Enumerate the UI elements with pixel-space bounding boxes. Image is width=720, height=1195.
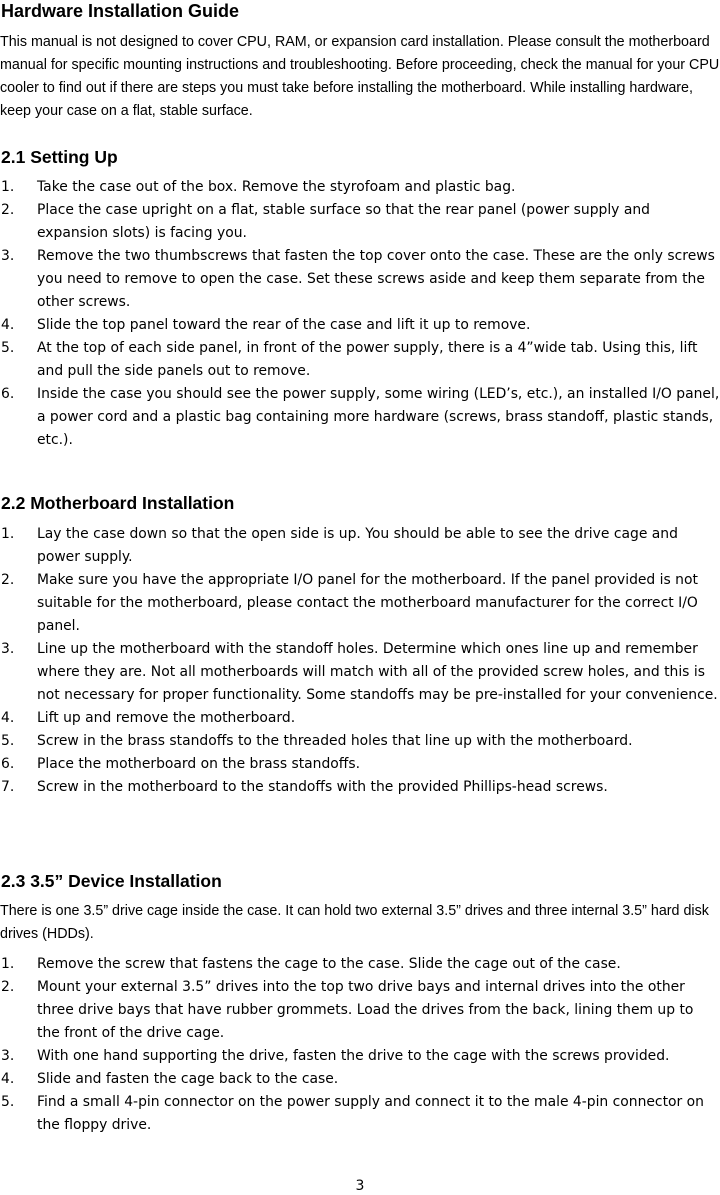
setting-up-steps [0,176,720,452]
step-text: Slide and fasten the cage back to the case. [37,1071,339,1087]
step-number: 1. [1,179,15,195]
step-number: 1. [1,956,15,972]
list-item [0,337,720,383]
list-item [0,953,720,976]
list-item [0,730,720,753]
step-text: Place the case upright on a flat, stable surface so that the rear panel (power supply and expansion slots) is facing you. [37,202,650,241]
step-number: 3. [1,1048,15,1064]
step-text: Inside the case you should see the power supply, some wiring (LED’s, etc.), an installed I/O panel, a power cord and a plastic bag containing more hardware (screws, brass standoff, plastic stands, etc.). [37,386,720,448]
section-heading-motherboard: 2.2 Motherboard Installation [1,493,235,513]
step-number: 2. [1,572,15,588]
list-item [0,314,720,337]
section-heading-device-installation: 2.3 3.5” Device Installation [1,871,222,891]
list-item [0,383,720,452]
section-heading-setting-up: 2.1 Setting Up [1,147,118,167]
step-number: 2. [1,202,15,218]
device-installation-steps [0,953,720,1137]
step-number: 7. [1,779,15,795]
list-item [0,1045,720,1068]
step-text: Remove the screw that fastens the cage to the case. Slide the cage out of the case. [37,956,621,972]
list-item [0,638,720,707]
list-item [0,1091,720,1137]
step-number: 2. [1,979,15,995]
list-item [0,753,720,776]
page-title: Hardware Installation Guide [1,1,240,21]
step-text: Place the motherboard on the brass standoffs. [37,756,361,772]
step-number: 5. [1,340,15,356]
section-intro-paragraph: There is one 3.5” drive cage inside the case. It can hold two external 3.5” drives and three internal 3.5” hard disk drives (HDDs). [0,903,709,942]
step-text: Mount your external 3.5” drives into the top two drive bays and internal drives into the other three drive bays that have rubber grommets. Load the drives from the back, lining them up to the front of the drive cage. [37,979,694,1041]
step-text: Screw in the motherboard to the standoffs with the provided Phillips-head screws. [37,779,608,795]
list-item [0,569,720,638]
step-text: Lay the case down so that the open side is up. You should be able to see the drive cage and power supply. [37,526,678,565]
list-item [0,776,720,799]
list-item [0,523,720,569]
step-number: 4. [1,710,15,726]
list-item [0,1068,720,1091]
step-number: 3. [1,641,15,657]
step-text: Find a small 4-pin connector on the power supply and connect it to the male 4-pin connector on the floppy drive. [37,1094,704,1133]
step-text: Make sure you have the appropriate I/O panel for the motherboard. If the panel provided is not suitable for the motherboard, please contact the motherboard manufacturer for the correct I/O panel. [37,572,698,634]
step-number: 4. [1,317,15,333]
list-item [0,976,720,1045]
step-number: 4. [1,1071,15,1087]
step-number: 5. [1,733,15,749]
list-item [0,176,720,199]
step-text: At the top of each side panel, in front of the power supply, there is a 4”wide tab. Using this, lift and pull the side panels out to remove. [37,340,698,379]
page-number: 3 [355,1178,365,1194]
step-text: Slide the top panel toward the rear of the case and lift it up to remove. [37,317,531,333]
step-text: Remove the two thumbscrews that fasten the top cover onto the case. These are the only screws you need to remove to open the case. Set these screws aside and keep them separate from the other screws. [37,248,715,310]
intro-paragraph: This manual is not designed to cover CPU, RAM, or expansion card installation. Please consult the motherboard manual for specific mounting instructions and troubleshooting. Before proceeding, check the manual for your CPU cooler to find out if there are steps you must take before installing the motherboard. While installing hardware, keep your case on a flat, stable surface. [0,34,720,119]
list-item [0,707,720,730]
list-item [0,245,720,314]
step-text: Take the case out of the box. Remove the styrofoam and plastic bag. [37,179,516,195]
step-number: 1. [1,526,15,542]
step-number: 5. [1,1094,15,1110]
motherboard-steps [0,523,720,799]
step-text: Lift up and remove the motherboard. [37,710,296,726]
step-text: Line up the motherboard with the standoff holes. Determine which ones line up and remember where they are. Not all motherboards will match with all of the provided screw holes, and this is not necessary for proper functionality. Some standoffs may be pre-installed for your convenience. [37,641,718,703]
step-number: 3. [1,248,15,264]
list-item [0,199,720,245]
step-text: With one hand supporting the drive, fasten the drive to the cage with the screws provided. [37,1048,670,1064]
step-text: Screw in the brass standoffs to the threaded holes that line up with the motherboard. [37,733,633,749]
step-number: 6. [1,386,15,402]
step-number: 6. [1,756,15,772]
